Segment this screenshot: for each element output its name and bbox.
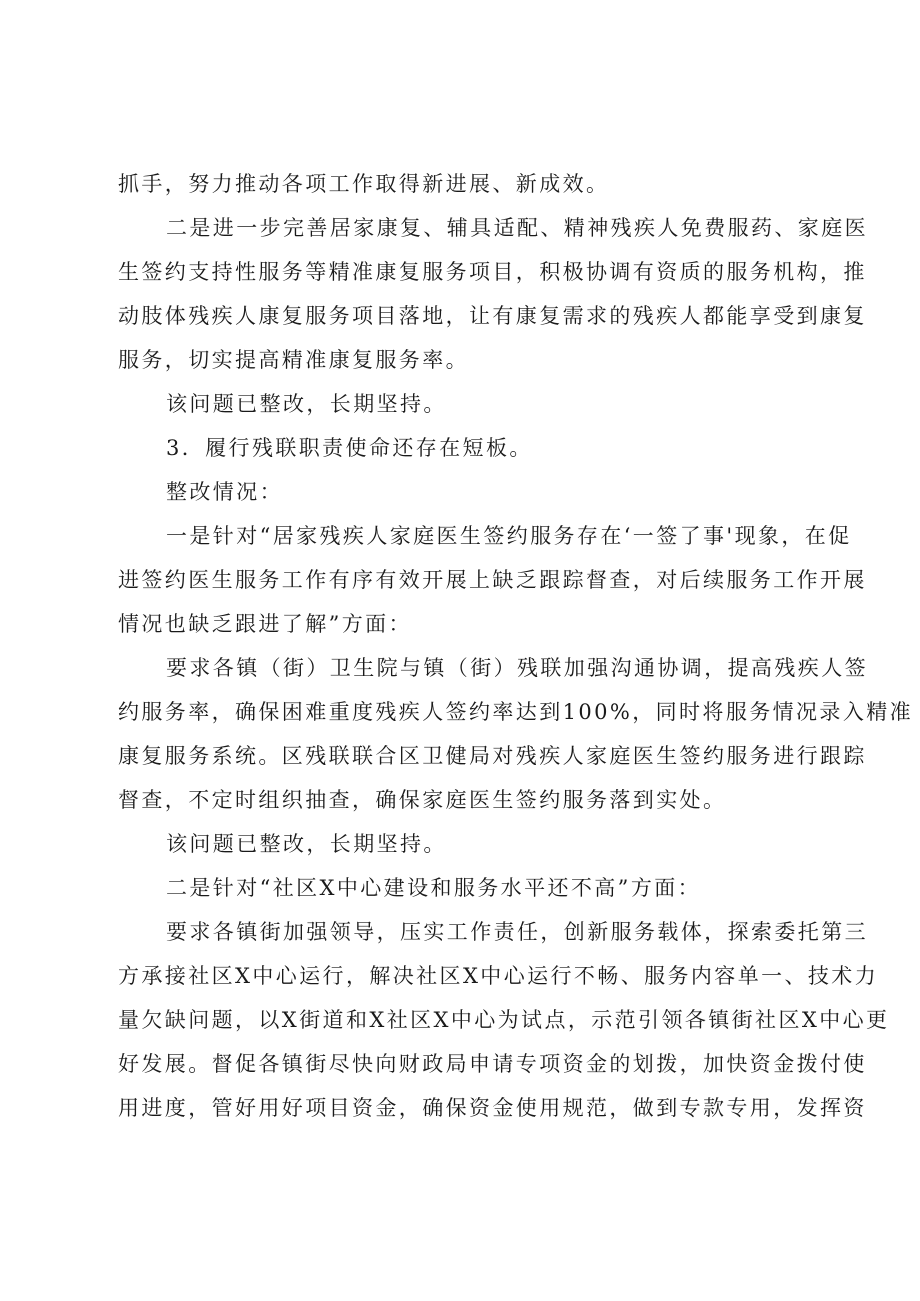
paragraph-line: 二是针对“社区X中心建设和服务水平还不高”方面： xyxy=(166,876,702,900)
paragraph-line: 督查，不定时组织抽查，确保家庭医生签约服务落到实处。 xyxy=(118,788,727,812)
section-heading: 3．履行残联职责使命还存在短板。 xyxy=(166,436,533,460)
paragraph-line: 要求各镇街加强领导，压实工作责任，创新服务载体，探索委托第三 xyxy=(166,920,868,944)
paragraph-line: 该问题已整改，长期坚持。 xyxy=(166,832,447,856)
paragraph-line: 情况也缺乏跟进了解”方面： xyxy=(118,612,412,636)
paragraph-line: 生签约支持性服务等精准康复服务项目，积极协调有资质的服务机构，推 xyxy=(118,260,867,284)
paragraph-line: 服务，切实提高精准康复服务率。 xyxy=(118,348,469,372)
paragraph-line: 进签约医生服务工作有序有效开展上缺乏跟踪督查，对后续服务工作开展 xyxy=(118,568,867,592)
paragraph-line: 整改情况： xyxy=(166,480,283,504)
paragraph-line: 约服务率，确保困难重度残疾人签约率达到100%，同时将服务情况录入精准 xyxy=(118,700,914,724)
paragraph-line: 方承接社区X中心运行，解决社区X中心运行不畅、服务内容单一、技术力 xyxy=(118,964,879,988)
paragraph-line: 要求各镇（街）卫生院与镇（街）残联加强沟通协调，提高残疾人签 xyxy=(166,656,868,680)
paragraph-line: 量欠缺问题，以X街道和X社区X中心为试点，示范引领各镇街社区X中心更 xyxy=(118,1008,890,1032)
paragraph-line: 动肢体残疾人康复服务项目落地，让有康复需求的残疾人都能享受到康复 xyxy=(118,304,867,328)
paragraph-line: 一是针对“居家残疾人家庭医生签约服务存在‘一签了事'现象，在促 xyxy=(166,524,852,548)
paragraph-line: 好发展。督促各镇街尽快向财政局申请专项资金的划拨，加快资金拨付使 xyxy=(118,1052,867,1076)
paragraph-line: 用进度，管好用好项目资金，确保资金使用规范，做到专款专用，发挥资 xyxy=(118,1096,867,1120)
paragraph-line: 该问题已整改，长期坚持。 xyxy=(166,392,447,416)
paragraph-line: 康复服务系统。区残联联合区卫健局对残疾人家庭医生签约服务进行跟踪 xyxy=(118,744,867,768)
paragraph-line: 抓手，努力推动各项工作取得新进展、新成效。 xyxy=(118,172,610,196)
paragraph-line: 二是进一步完善居家康复、辅具适配、精神残疾人免费服药、家庭医 xyxy=(166,216,868,240)
